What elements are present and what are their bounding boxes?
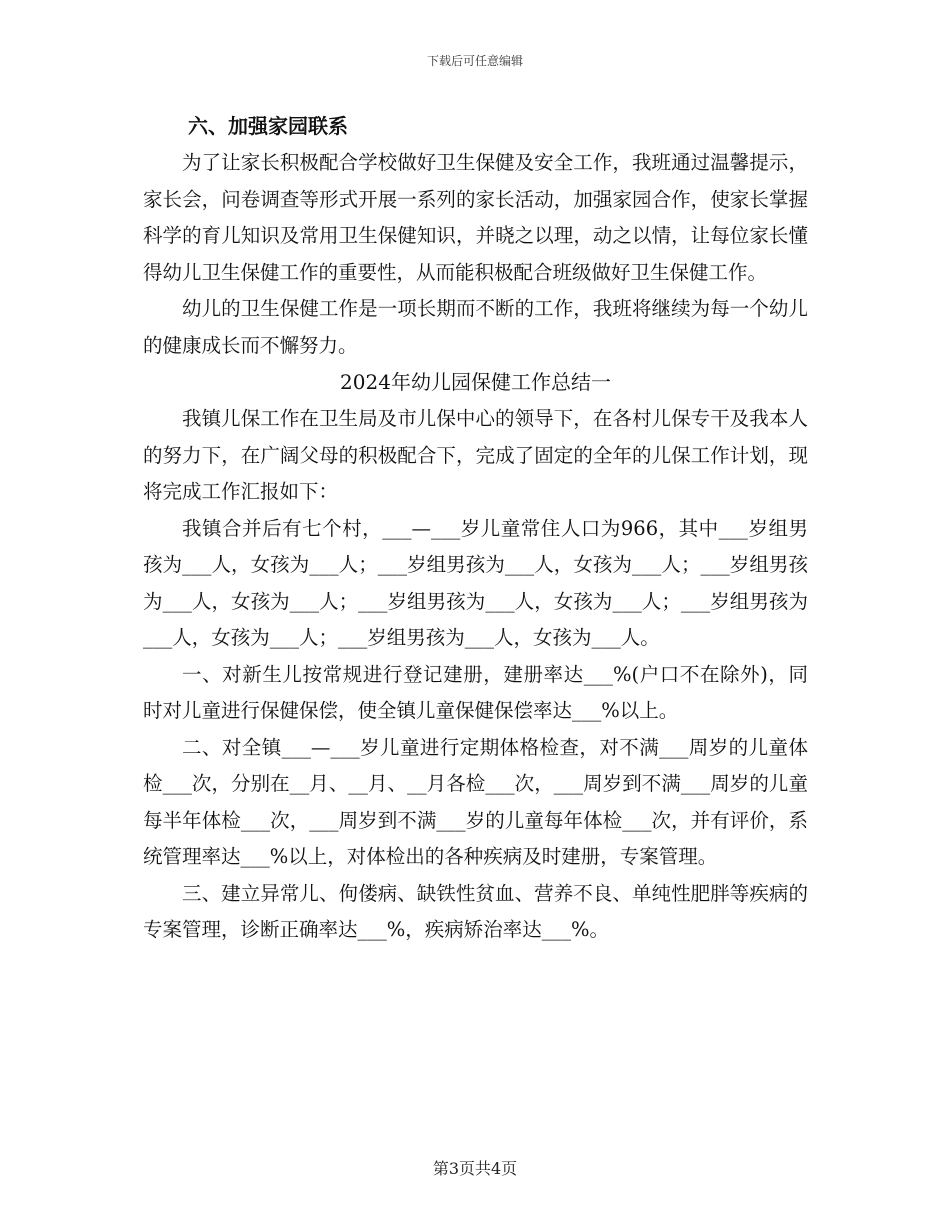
page-header-note: 下载后可任意编辑 <box>426 54 523 68</box>
paragraph-intro: 我镇儿保工作在卫生局及市儿保中心的领导下，在各村儿保专干及我本人的努力下，在广阔父母的积极配合下，完成了固定的全年的儿保工作计划，现将完成工作汇报如下： <box>143 407 808 503</box>
section-heading: 六、加强家园联系 <box>188 114 348 138</box>
paragraph-continuing-work: 幼儿的卫生保健工作是一项长期而不断的工作，我班将继续为每一个幼儿的健康成长而不懈努力。 <box>143 297 808 357</box>
page-number: 第3页共4页 <box>432 1159 518 1178</box>
paragraph-item-1: 一、对新生儿按常规进行登记建册，建册率达___%(户口不在除外)，同时对儿童进行保健保偿，使全镇儿童保健保偿率达___%以上。 <box>143 662 808 722</box>
document-title: 2024年幼儿园保健工作总结一 <box>340 370 611 394</box>
paragraph-item-2: 二、对全镇___—___岁儿童进行定期体格检查，对不满___周岁的儿童体检___次，分别在__月、__月、__月各检___次，___周岁到不满___周岁的儿童每半年体检___次，___周岁到不满___岁的儿童每年体检___次，并有评价，系统管理率达___%以上，对体检出的各种疾病及时建册，专案管理。 <box>143 735 808 868</box>
paragraph-item-3: 三、建立异常儿、佝偻病、缺铁性贫血、营养不良、单纯性肥胖等疾病的专案管理，诊断正确率达___%，疾病矫治率达___%。 <box>143 881 808 941</box>
paragraph-family-contact: 为了让家长积极配合学校做好卫生保健及安全工作，我班通过温馨提示，家长会，问卷调查等形式开展一系列的家长活动，加强家园合作，使家长掌握科学的育儿知识及常用卫生保健知识，并晓之以理，动之以情，让每位家长懂得幼儿卫生保健工作的重要性，从而能积极配合班级做好卫生保健工作。 <box>143 151 808 284</box>
document-body <box>143 108 808 949</box>
paragraph-population: 我镇合并后有七个村，___—___岁儿童常住人口为966，其中___岁组男孩为___人，女孩为___人；___岁组男孩为___人，女孩为___人；___岁组男孩为___人，女孩为___人；___岁组男孩为___人，女孩为___人；___岁组男孩为___人，女孩为___人；___岁组男孩为___人，女孩为___人。 <box>143 516 808 649</box>
